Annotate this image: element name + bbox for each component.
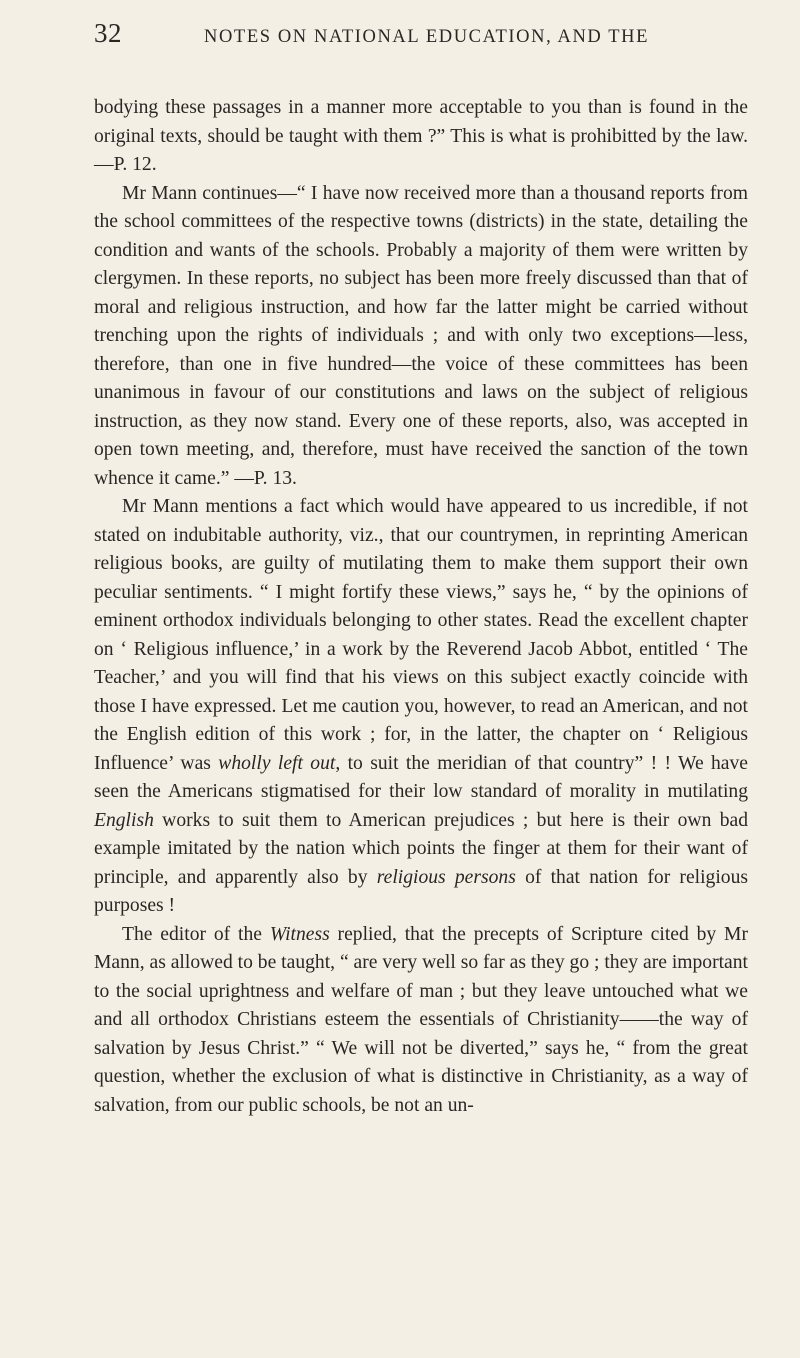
paragraph-text: Mr Mann mentions a fact which would have appeared to us incredible, if not stated on indubitable authority, viz., that our countrymen, in reprinting American religious books, are guilty of mutilating them to make them support their own peculiar sentiments. “ I might fortify these views,” says he, “ by the opinions of eminent orthodox individuals belonging to other states. Read the excellent chapter on ‘ Religious influence,’ in a work by the Reverend Jacob Abbot, entitled ‘ The Teacher,’ and you will find that his views on this subject exactly coincide with those I have expressed. Let me caution you, however, to read an American, and not the English edition of this work ; for, in the latter, the chapter on ‘ Religious Influence’ was bbox=[94, 496, 748, 774]
paragraph-1 bbox=[94, 94, 748, 180]
paragraph-3 bbox=[94, 493, 748, 921]
italic-phrase: Witness bbox=[269, 923, 330, 945]
italic-phrase: religious persons bbox=[376, 866, 516, 888]
page-number: 32 bbox=[94, 18, 122, 48]
running-title: NOTES ON NATIONAL EDUCATION, AND THE bbox=[204, 27, 650, 47]
paragraph-text: , to suit the meridian of that country” ! ! We have seen the Americans stigmatised for their low standard of morality in mutilating bbox=[94, 752, 748, 802]
paragraph-text: Mr Mann continues—“ I have now received more than a thousand reports from the school committees of the respective towns (districts) in the state, detailing the condition and wants of the schools. Probably a majority of them were written by clergymen. In these reports, no subject has been more freely discussed than that of moral and religious instruction, and how far the latter might be carried without trenching upon the rights of individuals ; and with only two exceptions—less, therefore, than one in five hundred—the voice of these committees has been unanimous in favour of our constitutions and laws on the subject of religious instruction, as they now stand. Every one of these reports, also, was accepted in open town meeting, and, therefore, must have received the sanction of the town whence it came.” —P. 13. bbox=[94, 182, 748, 489]
paragraph-2 bbox=[94, 180, 748, 494]
paragraph-text: works to suit them to American prejudices ; but here is their own bad example imitated by the nation which points the finger at them for their want of principle, and apparently also by bbox=[94, 809, 748, 888]
italic-phrase: wholly left out bbox=[218, 752, 336, 774]
paragraph-text: bodying these passages in a manner more acceptable to you than is found in the original texts, should be taught with them ?” This is what is prohibitted by the law.—P. 12. bbox=[94, 97, 748, 175]
italic-phrase: English bbox=[94, 809, 154, 831]
paragraph-text: of that nation for religious purposes ! bbox=[94, 866, 748, 916]
paragraph-text: The editor of the bbox=[122, 923, 270, 945]
running-head bbox=[94, 18, 748, 64]
body-text bbox=[94, 94, 748, 1120]
paragraph-4 bbox=[94, 921, 748, 1121]
paragraph-text: replied, that the precepts of Scripture cited by Mr Mann, as allowed to be taught, “ are very well so far as they go ; they are important to the social uprightness and welfare of man ; but they leave untouched what we and all orthodox Christians esteem the essentials of Christianity——the way of salvation by Jesus Christ.” “ We will not be diverted,” says he, “ from the great question, whether the exclusion of what is distinctive in Christianity, as a way of salvation, from our public schools, be not an un- bbox=[94, 923, 748, 1116]
